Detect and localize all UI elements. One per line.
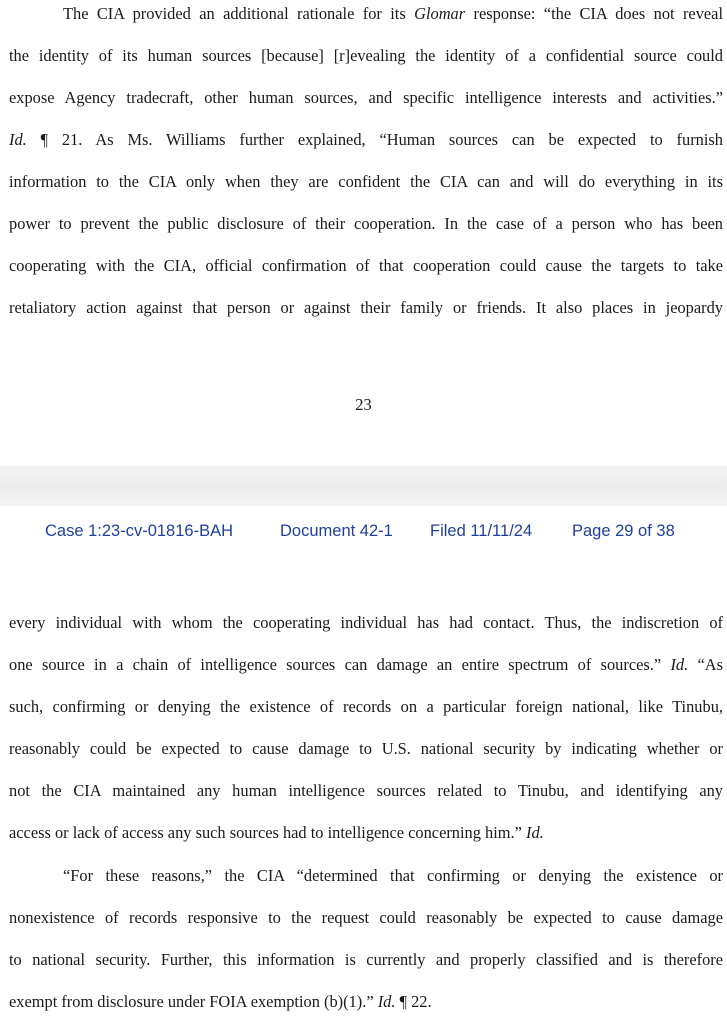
text-line: “For these reasons,” the CIA “determined that confirming or denying the existence or — [63, 866, 723, 885]
text-line: cooperating with the CIA, official confirmation of that cooperation could cause the targets to take — [9, 256, 723, 275]
page-indicator: Page 29 of 38 — [572, 522, 675, 540]
text-line: access or lack of access any such sources had to intelligence concerning him.” Id. — [9, 823, 544, 842]
text-line: not the CIA maintained any human intelligence sources related to Tinubu, and identifying any — [9, 781, 723, 800]
document-page-upper — [0, 0, 727, 466]
text-line: exempt from disclosure under FOIA exemption (b)(1).” Id. ¶ 22. — [9, 992, 432, 1011]
document-number: Document 42-1 — [280, 522, 393, 540]
page-number: 23 — [355, 395, 372, 414]
filed-date: Filed 11/11/24 — [430, 522, 533, 540]
text-line: such, confirming or denying the existence of records on a particular foreign national, like Tinubu, — [9, 697, 723, 716]
case-number: Case 1:23-cv-01816-BAH — [45, 522, 234, 540]
text-line: one source in a chain of intelligence sources can damage an entire spectrum of sources.” Id. “As — [9, 655, 723, 674]
text-line: expose Agency tradecraft, other human sources, and specific intelligence interests and activities.” — [9, 88, 723, 107]
text-line: every individual with whom the cooperating individual has had contact. Thus, the indiscretion of — [9, 613, 723, 632]
text-line: retaliatory action against that person or against their family or friends. It also places in jeopardy — [9, 298, 723, 317]
text-line: power to prevent the public disclosure of their cooperation. In the case of a person who has been — [9, 214, 723, 233]
text-line: the identity of its human sources [because] [r]evealing the identity of a confidential source could — [9, 46, 723, 65]
text-line: to national security. Further, this information is currently and properly classified and is therefore — [9, 950, 723, 969]
text-line: reasonably could be expected to cause damage to U.S. national security by indicating whether or — [9, 739, 723, 758]
text-line: information to the CIA only when they are confident the CIA can and will do everything in its — [9, 172, 723, 191]
page-separator — [0, 466, 727, 506]
text-line: Id. ¶ 21. As Ms. Williams further explained, “Human sources can be expected to furnish — [9, 130, 723, 149]
document-page-lower — [0, 506, 727, 1024]
text-line: nonexistence of records responsive to the request could reasonably be expected to cause damage — [9, 908, 723, 927]
text-line: The CIA provided an additional rationale for its Glomar response: “the CIA does not reveal — [63, 4, 723, 23]
